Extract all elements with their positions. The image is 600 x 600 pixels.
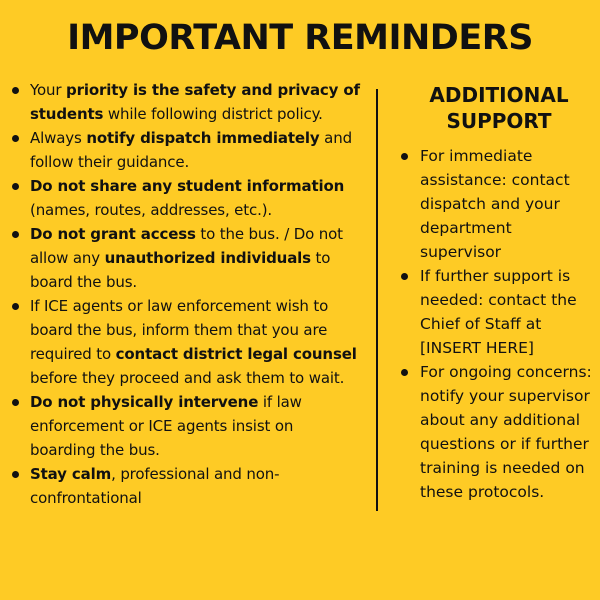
item-text: and follow their guidance.	[30, 129, 352, 171]
list-item	[8, 222, 362, 294]
item-text: before they proceed and ask them to wait.	[30, 369, 345, 387]
list-item	[8, 78, 362, 126]
item-bold-text: contact district legal counsel	[115, 345, 357, 363]
item-text: If ICE agents or law enforcement wish to board the bus, inform them that you are required to	[30, 297, 329, 363]
column-divider	[376, 89, 378, 511]
item-bold-text: Stay calm	[30, 465, 112, 483]
list-item	[8, 174, 362, 222]
bullet-icon	[12, 183, 19, 190]
bullet-icon	[401, 153, 408, 160]
section-title	[396, 82, 594, 134]
list-item	[396, 360, 594, 504]
item-bold-text: notify dispatch immediately	[86, 129, 320, 147]
item-text: if law enforcement or ICE agents insist on boarding the bus.	[30, 393, 302, 459]
bullet-icon	[12, 135, 19, 142]
reminders-list	[8, 78, 362, 510]
list-item	[8, 390, 362, 462]
page-title: IMPORTANT REMINDERS	[67, 18, 533, 58]
item-bold-text: priority is the safety and privacy of students	[30, 81, 360, 123]
bullet-icon	[12, 303, 19, 310]
item-text: (names, routes, addresses, etc.).	[30, 201, 273, 219]
bullet-icon	[12, 471, 19, 478]
bullet-icon	[12, 231, 19, 238]
item-bold-text: Do not share any student information	[30, 177, 345, 195]
section-title-line: SUPPORT	[446, 109, 552, 133]
bullet-icon	[401, 369, 408, 376]
list-item	[8, 294, 362, 390]
item-text: Always	[30, 129, 87, 147]
bullet-icon	[401, 273, 408, 280]
item-bold-text: Do not grant access	[30, 225, 196, 243]
item-text: Your	[30, 81, 67, 99]
item-text: to board the bus.	[30, 249, 331, 291]
item-bold-text: Do not physically intervene	[30, 393, 259, 411]
item-text: while following district policy.	[103, 105, 323, 123]
list-item	[396, 144, 594, 264]
reminders-column	[8, 78, 362, 510]
item-text: For immediate assistance: contact dispatch and your department supervisor	[420, 147, 570, 261]
support-list	[396, 144, 594, 504]
item-text: , professional and non-confrontational	[30, 465, 280, 507]
item-text: If further support is needed: contact the Chief of Staff at [INSERT HERE]	[420, 267, 577, 357]
list-item	[396, 264, 594, 360]
list-item	[8, 126, 362, 174]
item-text: For ongoing concerns: notify your supervisor about any additional questions or if further training is needed on these protocols.	[420, 363, 592, 501]
item-bold-text: unauthorized individuals	[104, 249, 311, 267]
section-title-line: ADDITIONAL	[429, 83, 569, 107]
list-item	[8, 462, 362, 510]
additional-support-column	[396, 82, 594, 504]
bullet-icon	[12, 87, 19, 94]
bullet-icon	[12, 399, 19, 406]
item-text: to the bus. / Do not allow any	[30, 225, 343, 267]
